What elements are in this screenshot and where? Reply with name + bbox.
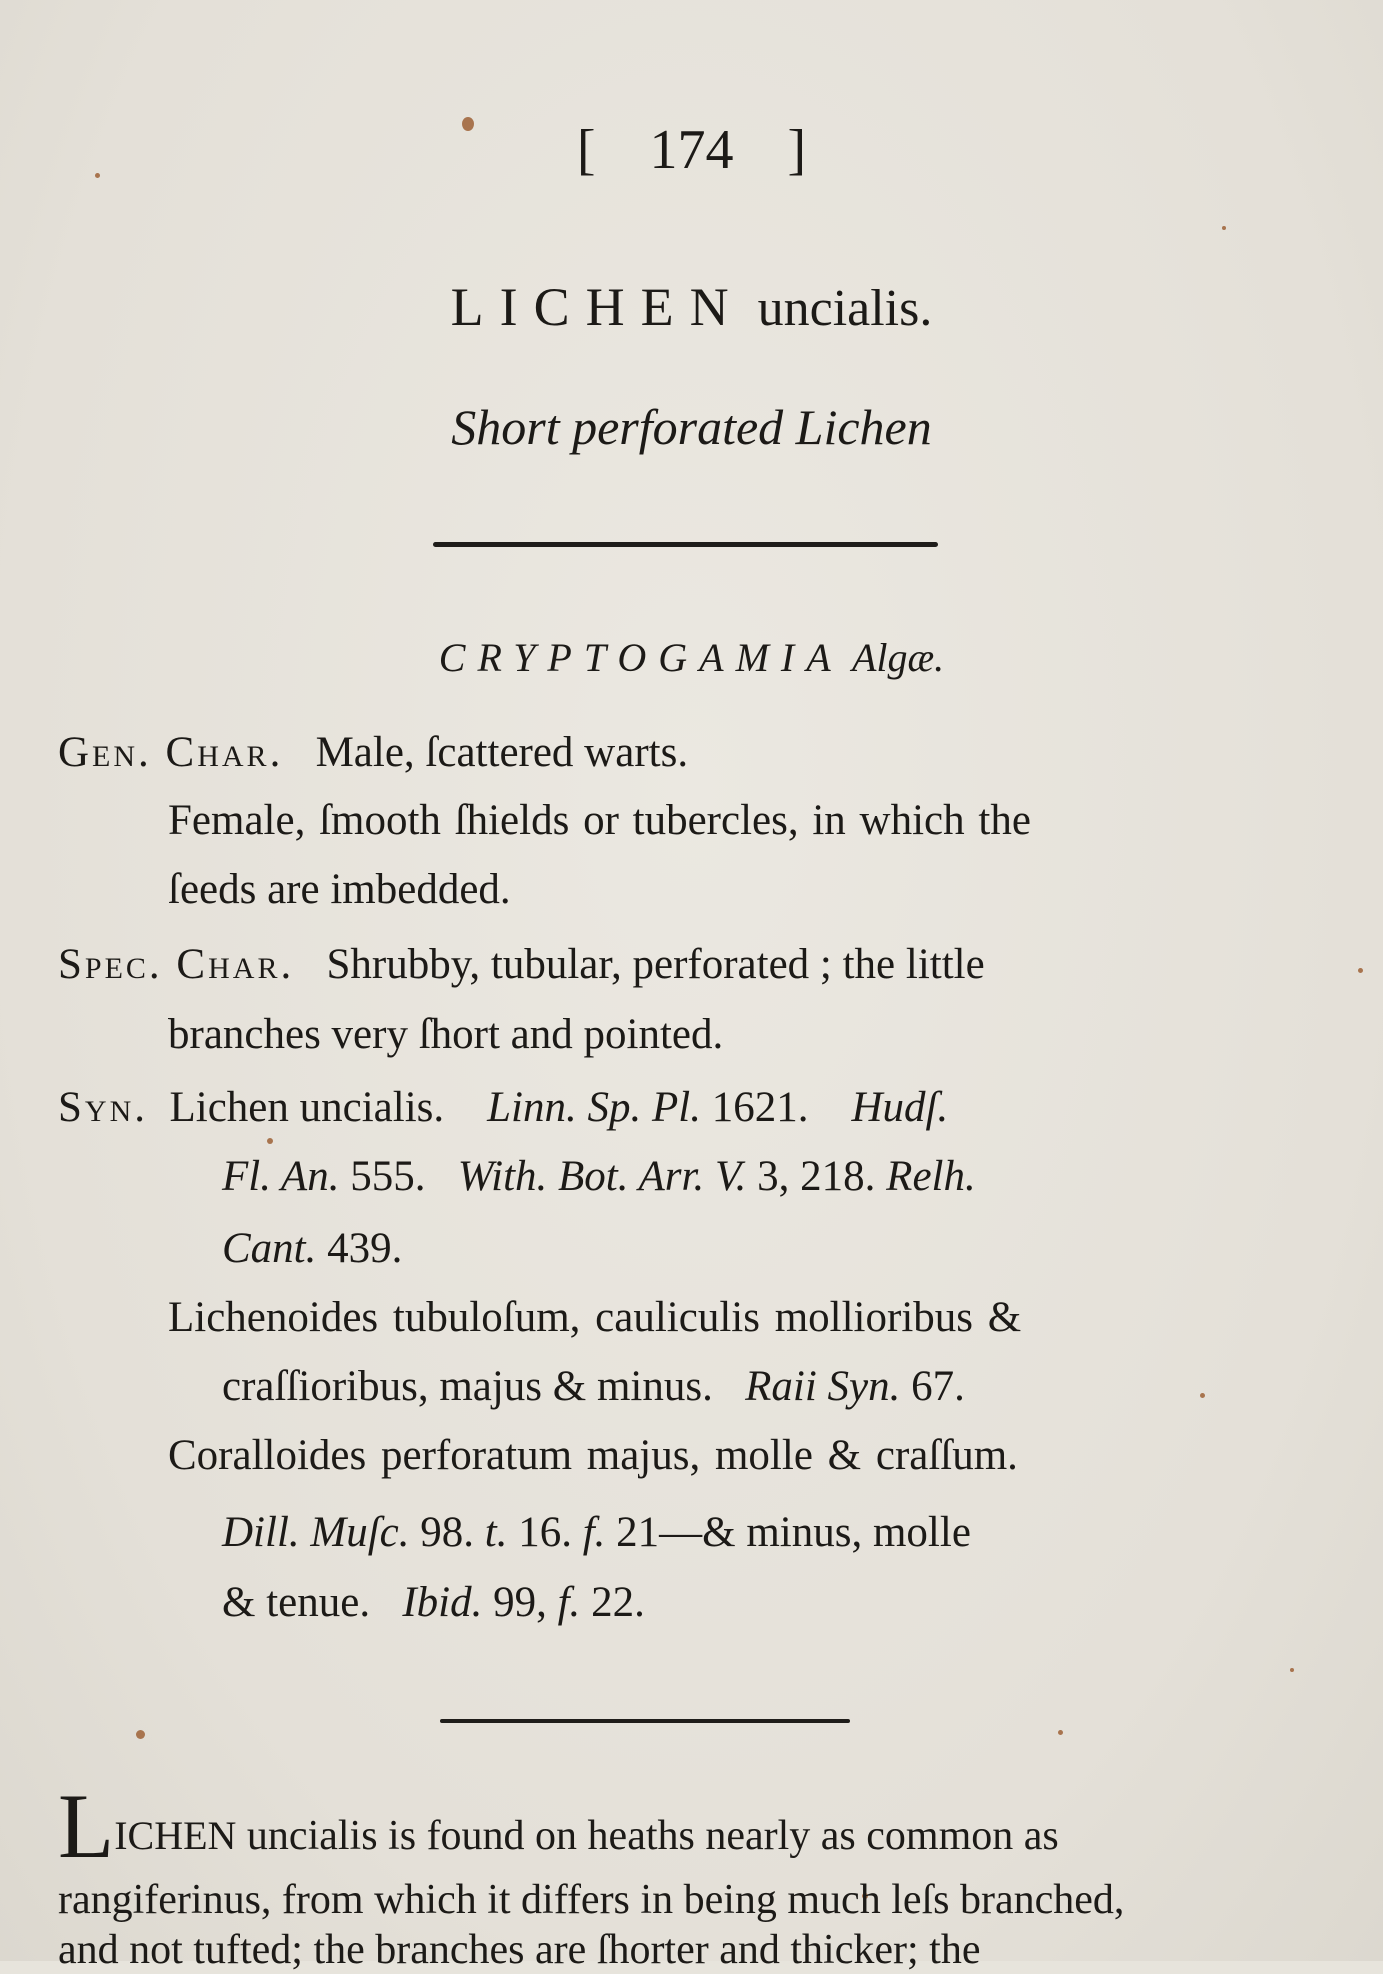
paper-speck — [1058, 1730, 1063, 1735]
paper-speck — [1200, 1393, 1205, 1398]
classification — [0, 634, 1383, 681]
page-number: [ 174 ] — [576, 119, 807, 181]
gen-char-line-1: Gen. Char. Male, ſcattered warts. — [58, 729, 689, 776]
spec-char-line-2: branches very ſhort and pointed. — [168, 1011, 724, 1058]
syn-line-8: & tenue. Ibid. 99, f. 22. — [222, 1579, 645, 1626]
syn-line-4: Lichenoides tubuloſum, cauliculis mollioribus & — [168, 1294, 1022, 1341]
common-name: Short perforated Lichen — [451, 399, 932, 455]
gen-char-label: Gen. Char. — [58, 729, 284, 776]
species-name: uncialis. — [757, 280, 933, 337]
paper-speck — [267, 1138, 273, 1144]
gen-char-line-2: Female, ſmooth ſhields or tubercles, in which the — [168, 797, 1031, 844]
gen-char-line-3: ſeeds are imbedded. — [168, 866, 511, 913]
genus-name: LICHEN — [450, 277, 745, 337]
page-title — [0, 276, 1383, 338]
syn-line-2: Fl. An. 555. With. Bot. Arr. V. 3, 218. Relh. — [222, 1153, 976, 1200]
spec-char-label: Spec. Char. — [58, 941, 295, 988]
divider-top — [433, 542, 938, 547]
paper-speck — [136, 1730, 145, 1739]
syn-line-1: Syn. Lichen uncialis. Linn. Sp. Pl. 1621. Hudſ. — [58, 1084, 949, 1131]
body-line-1: LICHEN uncialis is found on heaths nearly as common as — [58, 1775, 1059, 1877]
syn-line-5: craſſioribus, majus & minus. Raii Syn. 67. — [222, 1363, 965, 1410]
paper-speck — [1222, 226, 1226, 230]
syn-label: Syn. — [58, 1084, 148, 1131]
syn-line-3: Cant. 439. — [222, 1225, 403, 1272]
spec-char-line-1: Spec. Char. Shrubby, tubular, perforated ; the little — [58, 941, 985, 988]
drop-cap: L — [58, 1775, 115, 1877]
order-name: Algæ. — [851, 635, 945, 680]
paper-speck — [1358, 968, 1363, 973]
body-line-2: rangiferinus, from which it differs in being much leſs branched, — [58, 1877, 1125, 1923]
divider-bottom — [440, 1719, 850, 1723]
syn-line-7: Dill. Muſc. 98. t. 16. f. 21—& minus, molle — [222, 1509, 971, 1556]
paper-speck — [1290, 1668, 1294, 1672]
body-line-3: and not tufted; the branches are ſhorter and thicker; the — [58, 1927, 981, 1973]
syn-line-6: Coralloides perforatum majus, molle & craſſum. — [168, 1432, 1018, 1479]
class-name: CRYPTOGAMIA — [438, 635, 843, 680]
